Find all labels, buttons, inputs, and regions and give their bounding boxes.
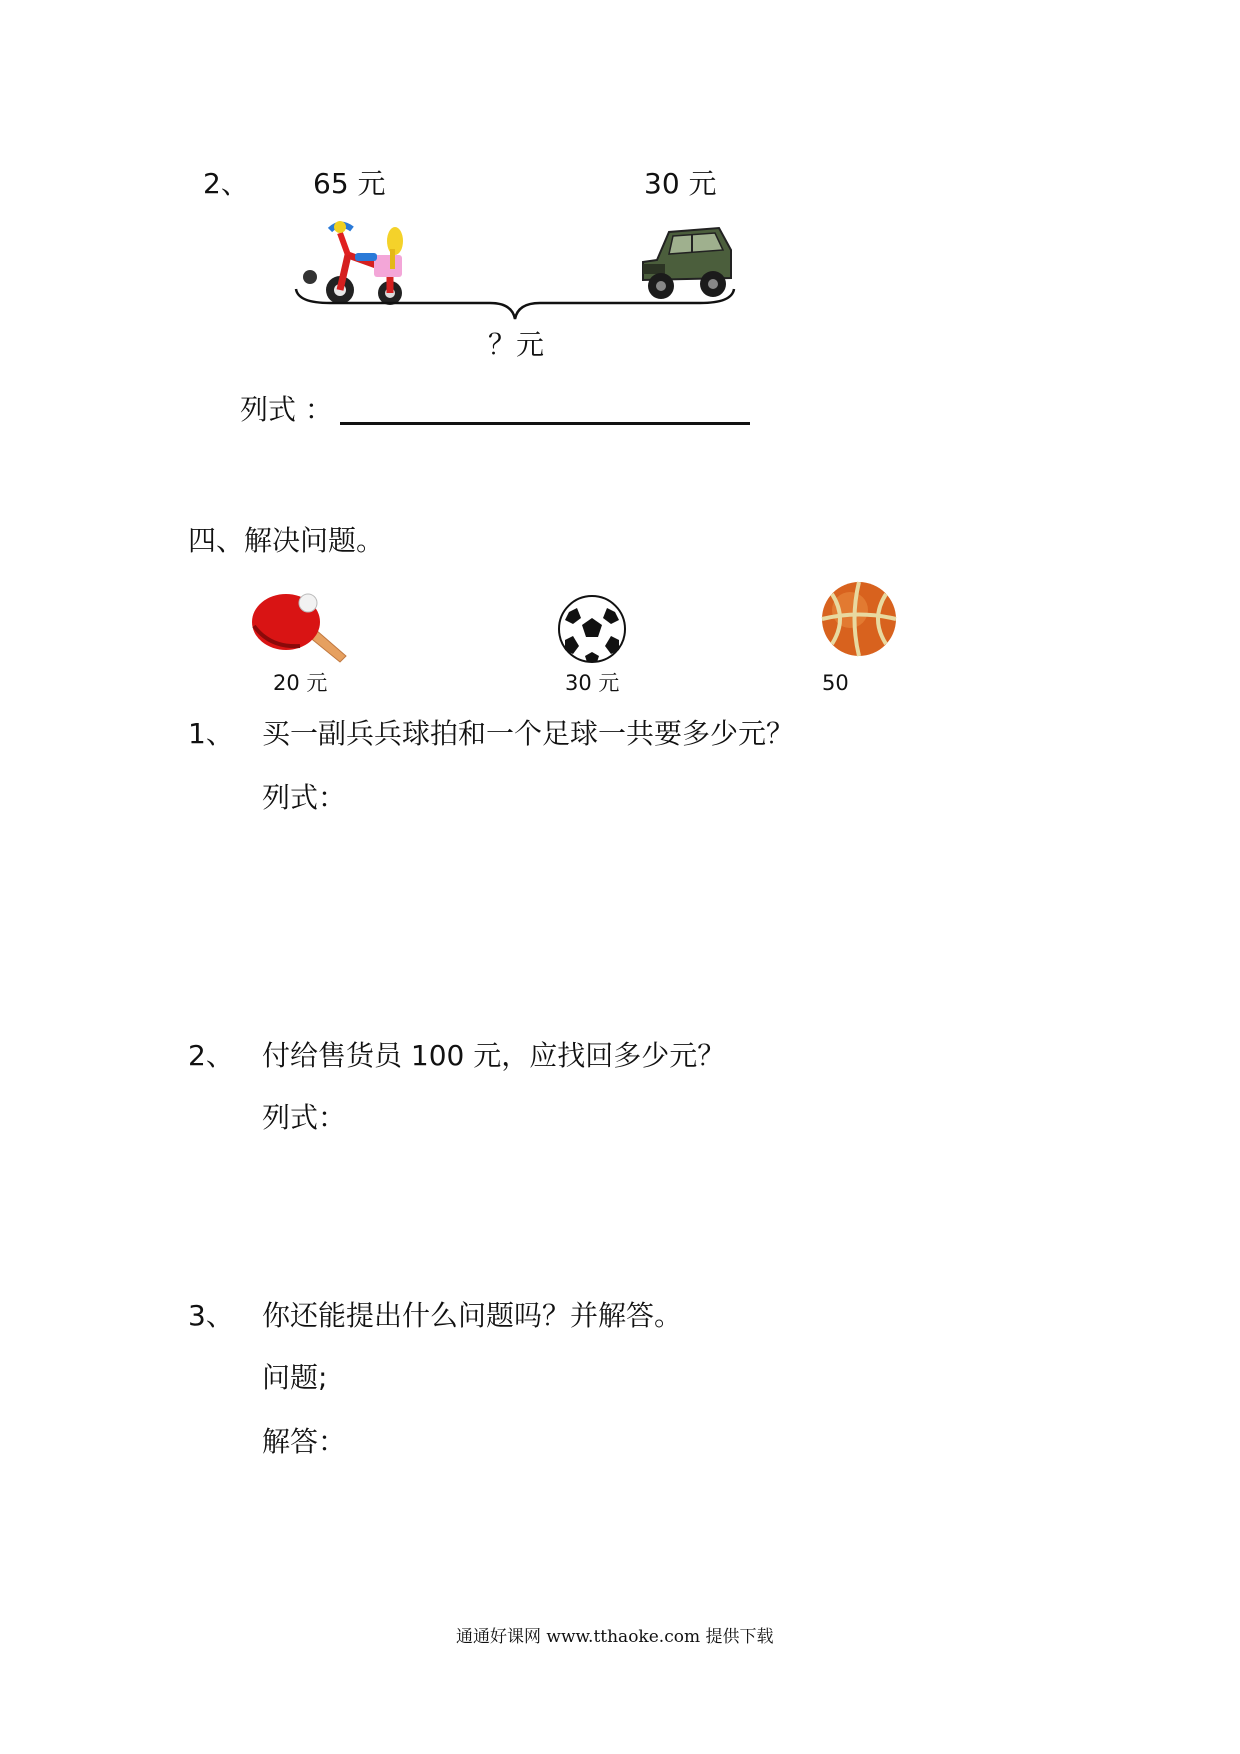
footer-text: 通通好课网 www.tthaoke.com 提供下载 [456,1627,774,1647]
basketball-icon [820,580,898,658]
item-price-paddle: 20 元 [273,671,328,695]
q2-number: 2、 [203,167,249,200]
item-price-soccer: 30 元 [565,671,620,695]
question-3-text: 你还能提出什么问题吗？并解答。 [262,1299,683,1332]
question-1-text: 买一副兵兵球拍和一个足球一共要多少元？ [262,717,795,750]
curly-brace [290,285,740,325]
q2-total: ？元 [488,328,545,361]
soccer-ball-icon [557,594,627,664]
q2-right-price: 30 元 [644,167,717,200]
question-3-question-label: 问题; [262,1361,328,1394]
item-price-basketball: 50 [822,671,849,695]
section4-heading: 四、解决问题。 [188,524,385,557]
question-3-number: 3、 [188,1299,234,1332]
q2-answer-line[interactable] [340,422,750,425]
question-2-formula-label: 列式： [262,1101,347,1134]
ping-pong-paddle-icon [250,590,350,670]
question-3-answer-label: 解答： [262,1425,347,1458]
question-2-number: 2、 [188,1039,234,1072]
question-1-formula-label: 列式： [262,781,347,814]
question-2-text: 付给售货员 100 元，应找回多少元？ [262,1039,726,1072]
q2-formula-label: 列式 ： [240,393,333,426]
q2-left-price: 65 元 [313,167,386,200]
question-1-number: 1、 [188,717,234,750]
